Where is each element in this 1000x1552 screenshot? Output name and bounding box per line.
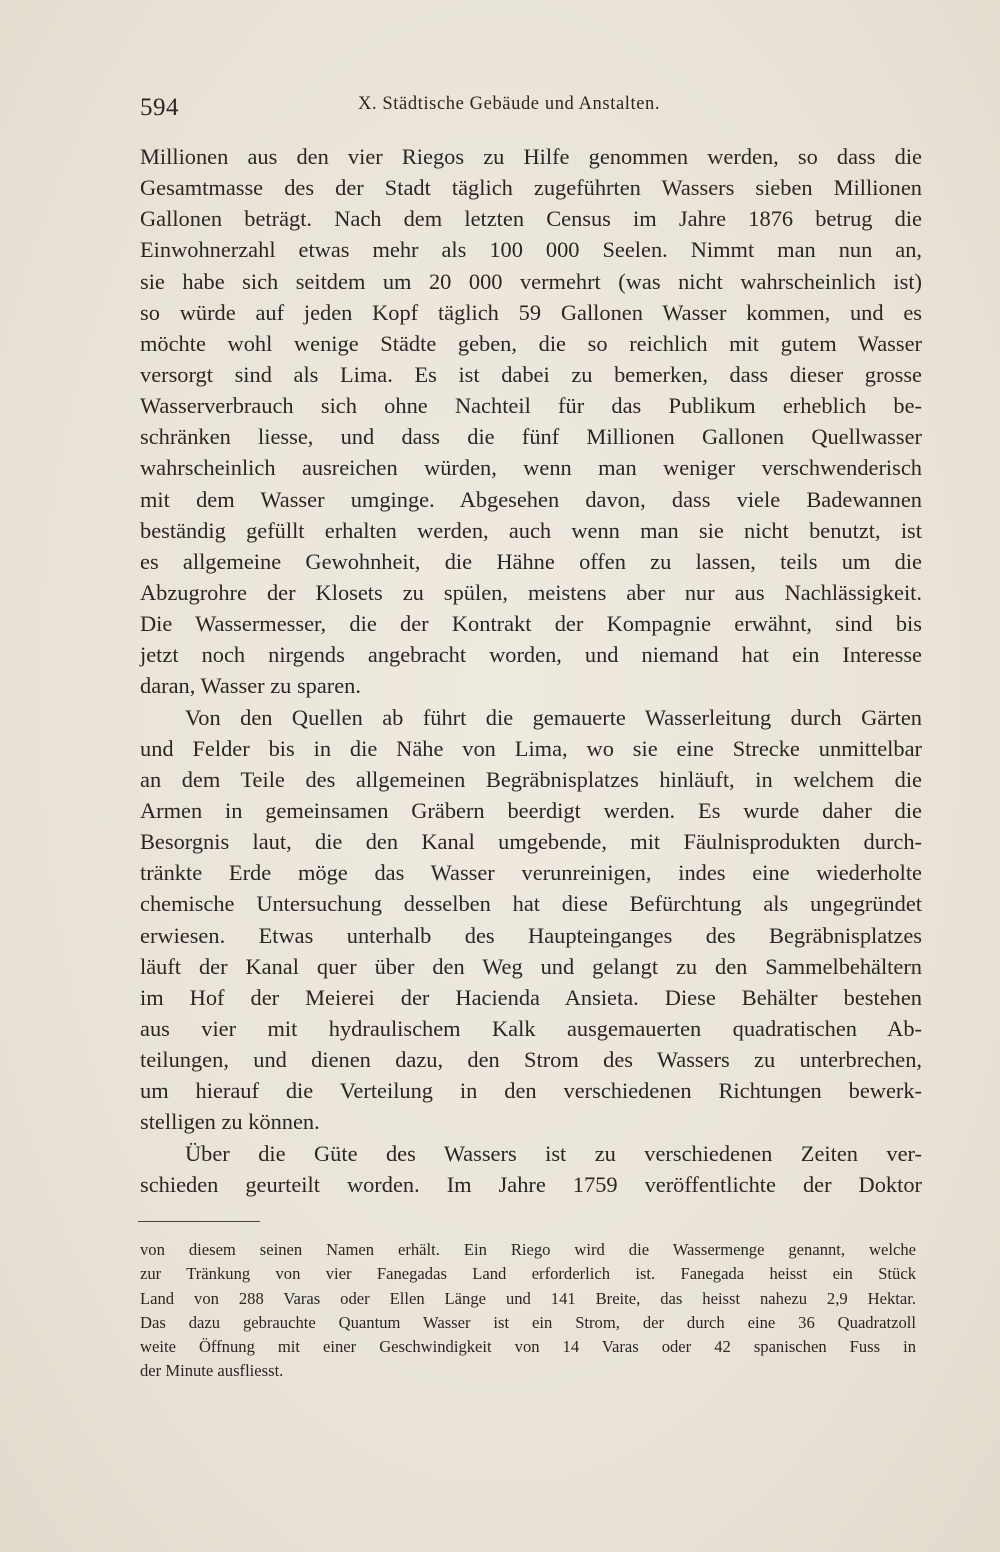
text-line: Gesamtmasse des der Stadt täglich zugeführten Wassers sieben Millionen <box>140 175 922 201</box>
footnote-line: von diesem seinen Namen erhält. Ein Riego wird die Wassermenge genannt, welche <box>140 1240 916 1259</box>
text-line: mit dem Wasser umginge. Abgesehen davon, dass viele Badewannen <box>140 486 922 512</box>
text-line: beständig gefüllt erhalten werden, auch wenn man sie nicht benutzt, ist <box>140 517 922 543</box>
text-line: daran, Wasser zu sparen. <box>140 673 361 699</box>
text-line: es allgemeine Gewohnheit, die Hähne offen zu lassen, teils um die <box>140 548 922 574</box>
text-line: aus vier mit hydraulischem Kalk ausgemauerten quadratischen Ab- <box>140 1015 922 1041</box>
footnote-line: Land von 288 Varas oder Ellen Länge und 141 Breite, das heisst nahezu 2,9 Hektar. <box>140 1288 916 1308</box>
footnote-line: der Minute ausfliesst. <box>140 1361 284 1381</box>
text-line: Armen in gemeinsamen Gräbern beerdigt werden. Es wurde daher die <box>140 797 922 823</box>
text-line: Besorgnis laut, die den Kanal umgebende, mit Fäulnisprodukten durch- <box>140 829 922 855</box>
body-text <box>140 141 922 1200</box>
text-line: erwiesen. Etwas unterhalb des Haupteinganges des Begräbnisplatzes <box>140 922 922 948</box>
text-line: tränkte Erde möge das Wasser verunreinigen, indes eine wiederholte <box>140 860 922 886</box>
text-line: sie habe sich seitdem um 20 000 vermehrt (was nicht wahrscheinlich ist) <box>140 268 922 294</box>
text-line: wahrscheinlich ausreichen würden, wenn man weniger verschwenderisch <box>140 455 922 481</box>
text-line: chemische Untersuchung desselben hat diese Befürchtung als ungegründet <box>140 891 922 917</box>
text-line: möchte wohl wenige Städte geben, die so reichlich mit gutem Wasser <box>140 330 922 356</box>
footnote-line: Das dazu gebrauchte Quantum Wasser ist ein Strom, der durch eine 36 Quadratzoll <box>140 1312 916 1332</box>
text-line: läuft der Kanal quer über den Weg und gelangt zu den Sammelbehältern <box>140 953 922 979</box>
text-line: Gallonen beträgt. Nach dem letzten Census im Jahre 1876 betrug die <box>140 206 922 232</box>
text-line: im Hof der Meierei der Hacienda Ansieta. Diese Behälter bestehen <box>140 984 922 1010</box>
text-line: Über die Güte des Wassers ist zu verschiedenen Zeiten ver- <box>185 1140 922 1166</box>
footnote-divider <box>138 1221 260 1222</box>
text-line: teilungen, und dienen dazu, den Strom des Wassers zu unterbrechen, <box>140 1047 922 1073</box>
text-line: Einwohnerzahl etwas mehr als 100 000 Seelen. Nimmt man nun an, <box>140 237 922 263</box>
text-line: stelligen zu können. <box>140 1109 320 1135</box>
text-line: und Felder bis in die Nähe von Lima, wo sie eine Strecke unmittelbar <box>140 735 922 761</box>
footnote-line: zur Tränkung von vier Fanegadas Land erforderlich ist. Fanegada heisst ein Stück <box>140 1264 916 1284</box>
running-head: X. Städtische Gebäude und Anstalten. <box>358 94 661 114</box>
text-line: Abzugrohre der Klosets zu spülen, meistens aber nur aus Nachlässigkeit. <box>140 579 922 605</box>
text-line: Die Wassermesser, die der Kontrakt der Kompagnie erwähnt, sind bis <box>140 611 922 637</box>
text-line: jetzt noch nirgends angebracht worden, und niemand hat ein Interesse <box>140 642 922 668</box>
text-line: Wasserverbrauch sich ohne Nachteil für das Publikum erheblich be- <box>140 393 922 419</box>
footnote <box>140 1238 916 1384</box>
text-line: an dem Teile des allgemeinen Begräbnisplatzes hinläuft, in welchem die <box>140 766 922 792</box>
text-line: schränken liesse, und dass die fünf Millionen Gallonen Quellwasser <box>140 424 922 450</box>
text-line: Von den Quellen ab führt die gemauerte Wasserleitung durch Gärten <box>185 704 922 730</box>
text-line: Millionen aus den vier Riegos zu Hilfe genommen werden, so dass die <box>140 144 922 169</box>
text-line: versorgt sind als Lima. Es ist dabei zu bemerken, dass dieser grosse <box>140 361 922 387</box>
text-line: schieden geurteilt worden. Im Jahre 1759 veröffentlichte der Doktor <box>140 1171 922 1197</box>
text-line: um hierauf die Verteilung in den verschiedenen Richtungen bewerk- <box>140 1078 922 1104</box>
page-number: 594 <box>140 94 179 121</box>
text-line: so würde auf jeden Kopf täglich 59 Gallonen Wasser kommen, und es <box>140 299 922 325</box>
footnote-line: weite Öffnung mit einer Geschwindigkeit von 14 Varas oder 42 spanischen Fuss in <box>140 1337 916 1357</box>
